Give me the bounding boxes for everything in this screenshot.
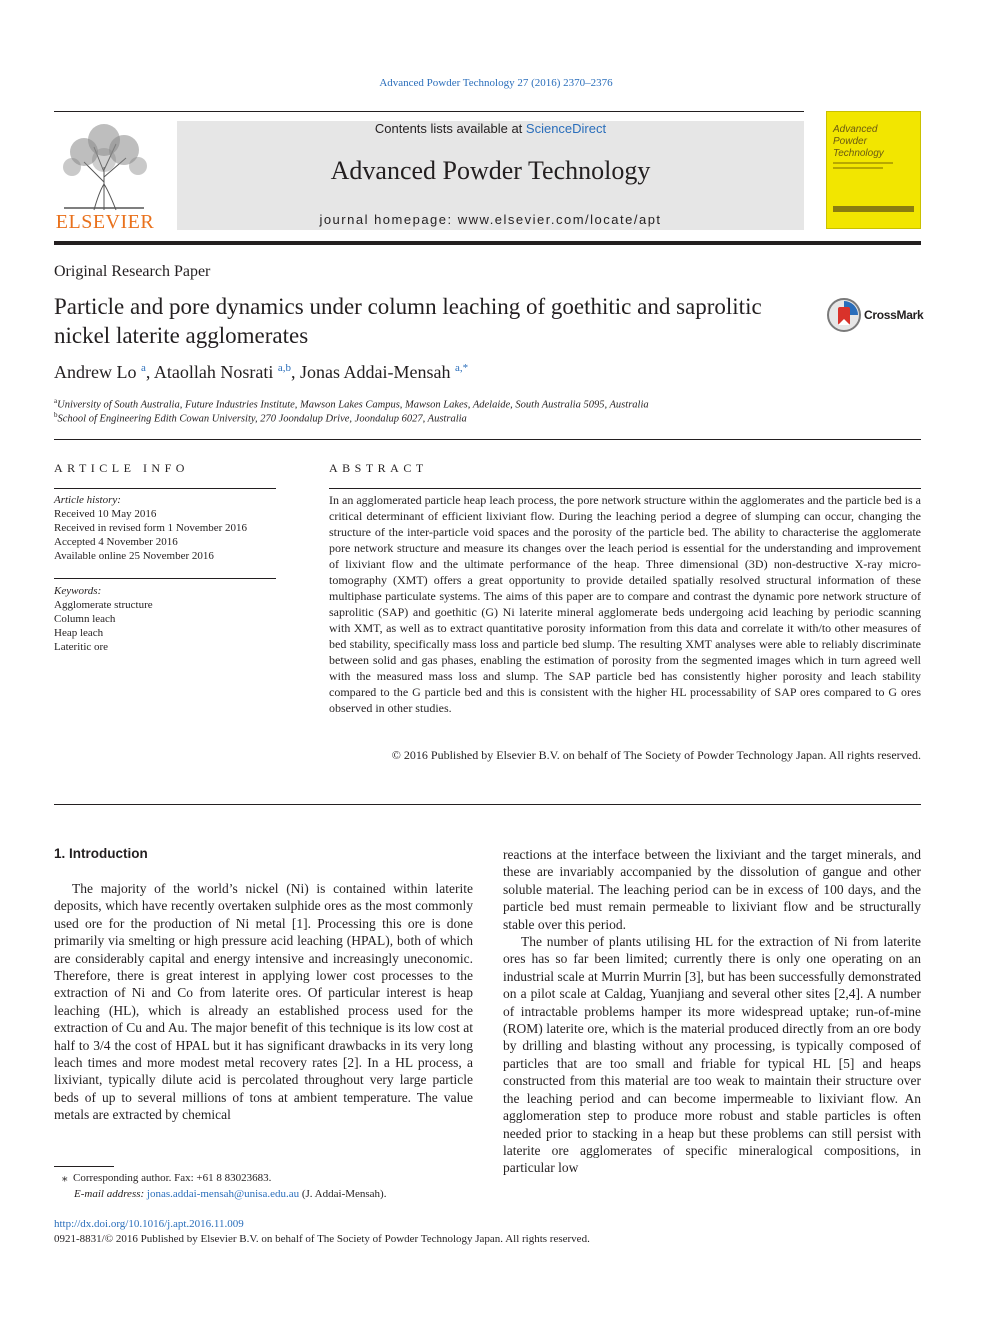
keywords-label: Keywords:: [54, 585, 102, 597]
author-name[interactable]: Ataollah Nosrati: [153, 362, 274, 382]
contents-prefix: Contents lists available at: [374, 121, 526, 136]
journal-cover-thumbnail[interactable]: [826, 111, 921, 229]
doi-link[interactable]: http://dx.doi.org/10.1016/j.apt.2016.11.009: [54, 1218, 244, 1230]
abstract-heading: ABSTRACT: [329, 461, 428, 475]
contents-line: [177, 121, 804, 136]
footnote-rule: [54, 1166, 114, 1167]
body-column-left: [54, 880, 473, 1124]
abstract-rule: [329, 488, 921, 489]
history-item: Received 10 May 2016: [54, 508, 157, 520]
affiliation-sup: a: [54, 397, 58, 405]
paragraph: reactions at the interface between the lixiviant and the target minerals, and these are invariably accompanied by the dissolution of gangue and other soluble material. The leaching period can be in excess of 100 days, and the particle bed must remain permeable to lixiviant flow and be structurally stable over this period.: [503, 847, 921, 932]
corresponding-text: Corresponding author. Fax: +61 8 83023683.: [73, 1172, 272, 1184]
keyword: Lateritic ore: [54, 641, 109, 653]
title-block-rule: [54, 439, 921, 440]
body-column-right: [503, 846, 921, 1177]
crossmark-icon: [826, 297, 862, 333]
author-affiliation-sup[interactable]: a: [140, 362, 146, 374]
author-affiliation-sup[interactable]: a,b: [277, 362, 292, 374]
issn-copyright-line: 0921-8831/© 2016 Published by Elsevier B.V. on behalf of The Society of Powder Technology Japan. All rights reserved.: [54, 1233, 590, 1245]
keyword: Heap leach: [54, 627, 104, 639]
paragraph: The number of plants utilising HL for the extraction of Ni from laterite ores has so far been limited; currently there is only one operating on an industrial scale at Murrin Murrin [3], but has been successfully demonstrated on a pilot scale at Caldag, Yuanjiang and several other sites [2,4]. A number of intractable problems hamper its more widespread uptake; run-of-mine (ROM) laterite ore, which is the material produced directly from an ore body by drilling and blasting without any processing, is typically composed of particles that are too small and friable for typical HL [5] and heaps constructed from this material are too weak to maintain their structure over the leaching period and can become impermeable to lixiviant flow. An agglomeration step to produce more robust and stable particles is often needed prior to stacking in a heap but these problems can still persist with laterite ore agglomerates of specific mineralogical compositions, in particular low: [503, 934, 921, 1176]
header-rule: [54, 111, 804, 112]
keyword: Agglomerate structure: [54, 599, 153, 611]
journal-title: Advanced Powder Technology: [330, 156, 651, 185]
elsevier-wordmark[interactable]: ELSEVIER: [55, 211, 155, 233]
keywords-rule: [54, 578, 276, 579]
author-affiliation-sup[interactable]: a,*: [455, 362, 469, 374]
abstract-text: In an agglomerated particle heap leach process, the pore network structure within the agglomerates and the particle bed is a critical determinant of efficient lixiviant flow. During the leaching period a degree of slumping can occur, changing the structure of the inter-particle void spaces and the porosity of the particle bed. The ability to characterise the agglomerate pore network structure and measure its changes over the leach period is essential for the understanding and improvement of lixiviant flow and the ultimate performance of the heap. Three dimensional (3D) non-destructive X-ray micro-tomography (XMT) offers a great opportunity to provide detailed spatially resolved structural information of these multiphase particulate systems. The aims of this paper are to compare and contrast the dynamic pore network structure of saprolitic (SAP) and goethitic (G) Ni laterite mineral agglomerate beds undergoing acid leaching by periodic scanning with XMT, as well as to extract quantitative porosity information from this data and correlate it with/to other measures of bed stability, specifically mass loss and particle bed slump. The resulting XMT analyses were able to reliably discriminate between solid and gas phases, enabling the estimation of porosity from the segmented images which in turn agreed well with the measured mass loss and slump. The SAP particle bed has consistently higher porosity and leach stability compared to the G particle bed and this is consistent with the higher HL processability of SAP ores compared to G ores observed in other studies.: [329, 493, 921, 715]
affiliation-text: School of Engineering Edith Cowan University, 270 Joondalup Drive, Joondalup 6027, Australia: [57, 413, 467, 425]
journal-reference[interactable]: Advanced Powder Technology 27 (2016) 2370–2376: [379, 77, 613, 89]
history-item: Available online 25 November 2016: [54, 550, 214, 562]
homepage-prefix: journal homepage:: [319, 212, 458, 227]
abstract-end-rule: [54, 804, 921, 805]
author-name[interactable]: Jonas Addai-Mensah: [300, 362, 451, 382]
homepage-url[interactable]: www.elsevier.com/locate/apt: [457, 212, 662, 227]
crossmark-badge[interactable]: [826, 297, 926, 333]
crossmark-label: CrossMark: [864, 308, 924, 322]
article-type: Original Research Paper: [54, 263, 211, 280]
corresponding-author-note: [62, 1170, 271, 1186]
keywords: [54, 584, 276, 654]
author-list: Andrew Lo $^a$, Ataollah Nosrati $^{a,b}$, Jonas Addai-Mensah $^{a,*}$: [54, 362, 469, 382]
article-info-heading: ARTICLE INFO: [54, 461, 189, 475]
email-link[interactable]: jonas.addai-mensah@unisa.edu.au: [146, 1188, 300, 1200]
cover-title: Advanced Powder Technology: [833, 124, 884, 159]
keyword: Column leach: [54, 613, 116, 625]
email-suffix: (J. Addai-Mensah).: [301, 1188, 387, 1200]
article-info-rule: [54, 488, 276, 489]
affiliation: [54, 397, 649, 411]
author-name[interactable]: Andrew Lo: [54, 362, 137, 382]
email-note: [74, 1186, 386, 1202]
cover-bar: [833, 206, 914, 212]
paragraph: The majority of the world’s nickel (Ni) is contained within laterite deposits, which have recently overtaken sulphide ores as the most commonly used ore for the production of Ni metal [1]. Processing this ore is done primarily via smelting or high pressure acid leaching (HPAL), both of which are considerably capital and energy intensive and increasingly uneconomic. Therefore, there is great interest in applying lower cost processes to the extraction of Ni and Co from laterite ores. Of particular interest is heap leaching (HL), which is already an established process used for the extraction of Cu and Au. The major benefit of this technique is its low cost at half to 3/4 the cost of HPAL but it has significant drawbacks in its very long leach times and more modest metal recovery rates [2]. In a HL process, a lixiviant, typically dilute acid is percolated throughout very large particle beds of up to several millions of tons at ambient temperature. The value metals are extracted by chemical: [54, 881, 473, 1123]
affiliation: [54, 411, 467, 425]
article-title: Particle and pore dynamics under column leaching of goethitic and saprolitic nickel laterite agglomerates: [54, 294, 762, 348]
history-item: Received in revised form 1 November 2016: [54, 522, 248, 534]
history-label: Article history:: [54, 494, 121, 506]
article-history: [54, 493, 276, 563]
sciencedirect-link[interactable]: ScienceDirect: [525, 121, 607, 136]
affiliation-text: University of South Australia, Future Industries Institute, Mawson Lakes Campus, Mawson Lakes, Adelaide, South Australia 5095, Australia: [57, 399, 649, 411]
abstract-copyright: © 2016 Published by Elsevier B.V. on behalf of The Society of Powder Technology Japan. All rights reserved.: [391, 748, 921, 762]
section-heading-introduction: 1. Introduction: [54, 846, 148, 861]
history-item: Accepted 4 November 2016: [54, 536, 178, 548]
journal-homepage: [177, 212, 804, 227]
header-thick-rule: [54, 241, 921, 245]
asterisk-marker: ⁎: [62, 1172, 73, 1184]
affiliation-sup: b: [54, 411, 58, 419]
email-label: E-mail address:: [74, 1188, 145, 1200]
